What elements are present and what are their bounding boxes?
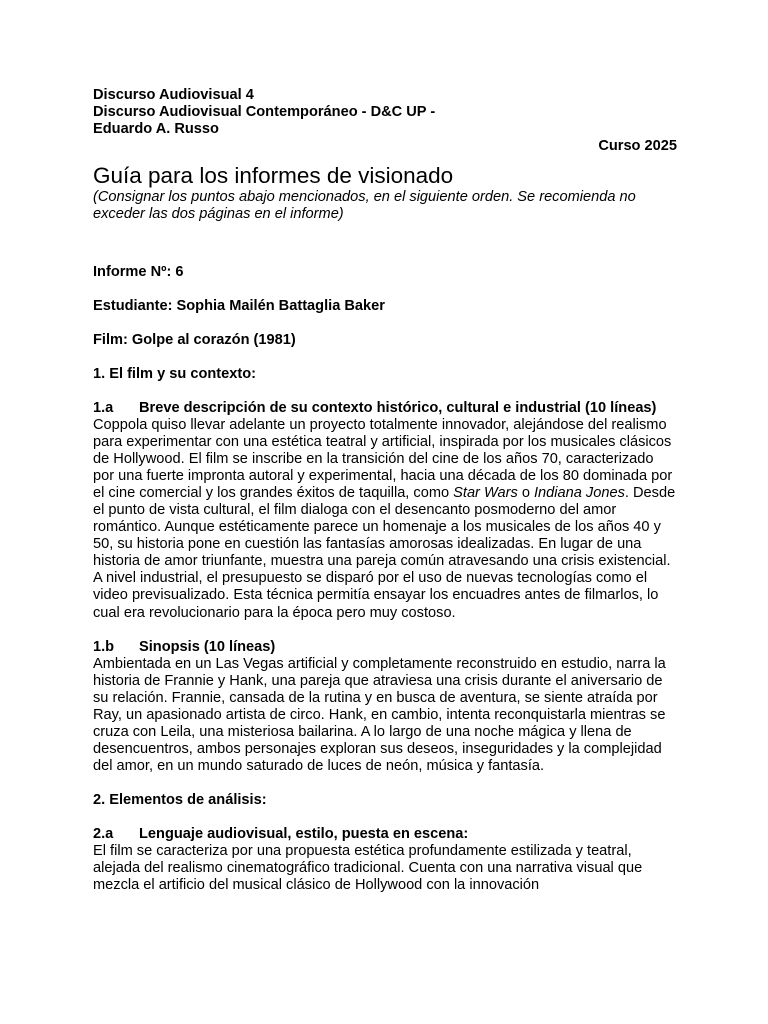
header-line-2: Discurso Audiovisual Contemporáneo - D&C UP - (93, 104, 436, 120)
section-1a-conjunction: o (517, 485, 534, 502)
section-1a-title: Breve descripción de su contexto histórico, cultural e industrial (10 líneas) (139, 400, 657, 416)
report-number: Informe Nº: 6 (93, 264, 184, 280)
film-reference-star-wars: Star Wars (453, 485, 518, 502)
document-page (93, 87, 677, 894)
section-1b-number: 1.b (93, 638, 115, 655)
page-title: Guía para los informes de visionado (93, 163, 454, 188)
film-reference-indiana-jones: Indiana Jones (534, 485, 625, 502)
section-1a-number: 1.a (93, 400, 114, 416)
section-2-heading: 2. Elementos de análisis: (93, 791, 267, 808)
section-2a-heading (93, 826, 677, 843)
student-name: Estudiante: Sophia Mailén Battaglia Baker (93, 298, 385, 314)
section-1a-text-2: . Desde el punto de vista cultural, el film dialoga con el desencanto posmoderno del amor romántico. Aunque estéticamente parece un homenaje a los musicales de los años 40 y 50, su historia pone en cuestión las fantasías amorosas idealizadas. En lugar de una historia de amor triunfante, muestra una pareja común atravesando una crisis existencial. A nivel industrial, el presupuesto se disparó por el uso de nuevas tecnologías como el video previsualizado. Esta técnica permitía ensayar los encuadres antes de filmarlos, lo cual era revolucionario para la época pero muy costoso. (93, 485, 676, 621)
section-1a-text-1: Coppola quiso llevar adelante un proyecto totalmente innovador, alejándose del realismo para experimentar con una estética teatral y artificial, inspirada por los musicales clásicos de Hollywood. El film se inscribe en la transición del cine de los años 70, caracterizado por una fuerte impronta autoral y experimental, hacia una década de los 80 dominada por el cine comercial y los grandes éxitos de taquilla, como (93, 417, 673, 502)
section-2a-title: Lenguaje audiovisual, estilo, puesta en escena: (139, 825, 469, 842)
section-1-heading: 1. El film y su contexto: (93, 366, 256, 382)
section-2a-paragraph: El film se caracteriza por una propuesta estética profundamente estilizada y teatral, alejada del realismo cinematográfico tradicional. Cuenta con una narrativa visual que mezcla el artificio del musical clásico de Hollywood con la innovación (93, 842, 643, 893)
section-1b-title: Sinopsis (10 líneas) (139, 638, 276, 655)
film-title: Film: Golpe al corazón (1981) (93, 332, 296, 348)
section-1b-heading (93, 639, 677, 656)
header-line-1: Discurso Audiovisual 4 (93, 87, 254, 103)
instructions-note: (Consignar los puntos abajo mencionados, en el siguiente orden. Se recomienda no exceder las dos páginas en el informe) (93, 189, 636, 222)
section-1a-paragraph (93, 417, 677, 622)
section-2a-number: 2.a (93, 825, 114, 842)
section-1a-heading (93, 400, 677, 417)
header-line-3: Eduardo A. Russo (93, 121, 219, 137)
section-1b-paragraph: Ambientada en un Las Vegas artificial y completamente reconstruido en estudio, narra la historia de Frannie y Hank, una pareja que atraviesa una crisis durante el aniversario de su relación. Frannie, cansada de la rutina y en busca de aventura, se siente atraída por Ray, un apasionado artista de circo. Hank, en cambio, intenta reconquistarla mientras se cruza con Leila, una misteriosa bailarina. A lo largo de una noche mágica y llena de desencuentros, ambos personajes exploran sus deseos, inseguridades y la complejidad del amor, en un mundo saturado de luces de neón, música y fantasía. (93, 655, 666, 774)
course-label: Curso 2025 (598, 138, 677, 154)
